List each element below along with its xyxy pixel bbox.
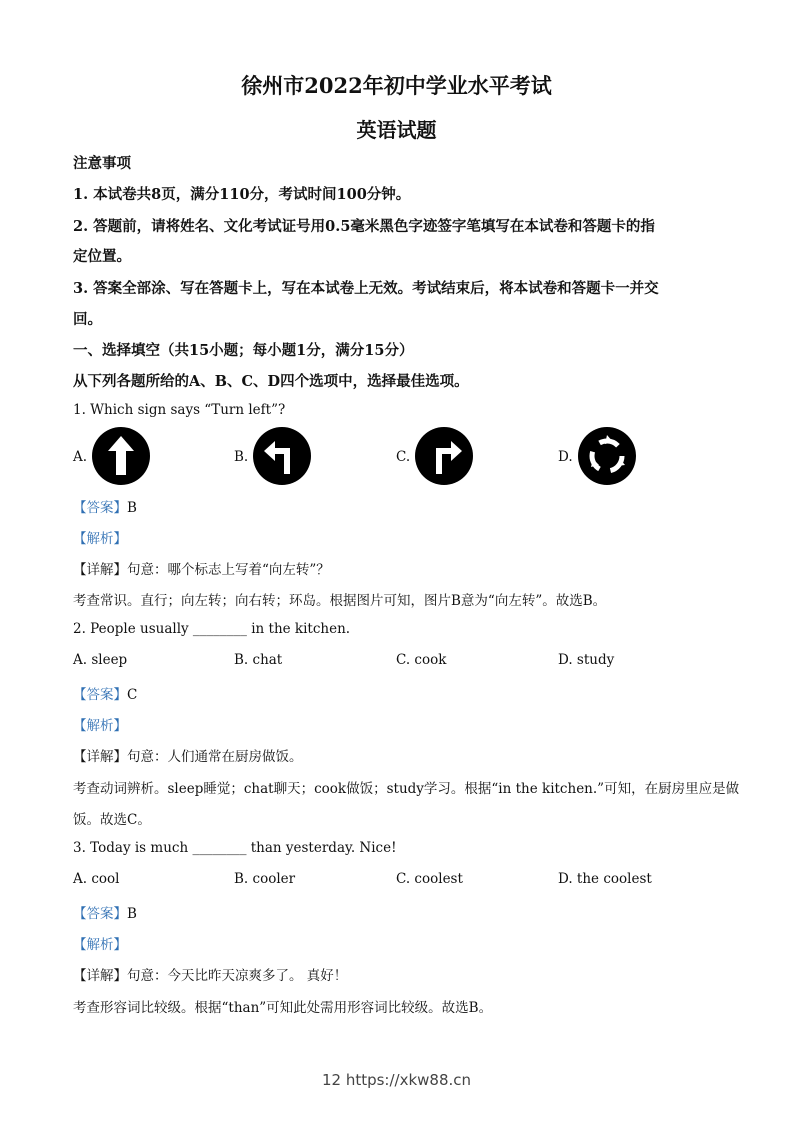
q1-detail xyxy=(73,558,330,578)
q1-stem: 1. Which sign says “Turn left”? xyxy=(73,402,286,418)
detail-tag: 【详解】 xyxy=(73,749,127,765)
turn-right-icon xyxy=(415,427,473,485)
q3-option-d: D. the coolest xyxy=(558,871,652,887)
q1-option-b-label: B. xyxy=(234,449,249,465)
notes-item-3-line-2: 回。 xyxy=(73,311,102,328)
notes-item-2-line-2: 定位置。 xyxy=(73,248,131,265)
notes-item-1: 1. 本试卷共8页，满分110分，考试时间100分钟。 xyxy=(73,186,411,203)
footer-url[interactable]: https://xkw88.cn xyxy=(345,1071,472,1089)
q1-option-c-label: C. xyxy=(396,449,411,465)
q3-option-a: A. cool xyxy=(73,871,120,887)
answer-tag: 【答案】 xyxy=(73,500,127,516)
q2-answer xyxy=(73,683,137,703)
exam-title: 徐州市2022年初中学业水平考试 xyxy=(241,73,552,98)
q2-option-c: C. cook xyxy=(396,652,447,668)
answer-tag: 【答案】 xyxy=(73,687,127,703)
detail-text: 句意：哪个标志上写着“向左转”？ xyxy=(127,562,330,578)
q3-option-c: C. coolest xyxy=(396,871,463,887)
q2-option-a: A. sleep xyxy=(73,652,128,668)
detail-text: 句意：人们通常在厨房做饭。 xyxy=(127,749,303,765)
turn-left-icon xyxy=(253,427,311,485)
q2-detail xyxy=(73,745,303,765)
answer-tag: 【答案】 xyxy=(73,906,127,922)
q2-explanation-line-1: 考查动词辨析。sleep睡觉；chat聊天；cook做饭；study学习。根据“in the kitchen.”可知，在厨房里应是做 xyxy=(73,781,740,797)
q2-analysis-tag: 【解析】 xyxy=(73,718,127,734)
q2-option-b: B. chat xyxy=(234,652,283,668)
notes-item-3-line-1: 3. 答案全部涂、写在答题卡上，写在本试卷上无效。考试结束后，将本试卷和答题卡一并交 xyxy=(73,280,659,297)
q2-stem: 2. People usually ________ in the kitchen. xyxy=(73,621,351,637)
q1-explanation: 考查常识。直行；向左转；向右转；环岛。根据图片可知，图片B意为“向左转”。故选B。 xyxy=(73,593,607,609)
q1-option-d-label: D. xyxy=(558,449,573,465)
section-instruction: 从下列各题所给的A、B、C、D四个选项中，选择最佳选项。 xyxy=(73,373,469,390)
page-number: 12 xyxy=(321,1071,342,1089)
q3-explanation: 考查形容词比较级。根据“than”可知此处需用形容词比较级。故选B。 xyxy=(73,1000,493,1016)
section-heading: 一、选择填空（共15小题；每小题1分，满分15分） xyxy=(73,342,414,359)
answer-value: B xyxy=(127,500,137,516)
exam-subtitle: 英语试题 xyxy=(356,118,437,142)
q3-option-b: B. cooler xyxy=(234,871,296,887)
q2-option-d: D. study xyxy=(558,652,615,668)
answer-value: B xyxy=(127,906,137,922)
notes-item-2-line-1: 2. 答题前，请将姓名、文化考试证号用0.5毫米黑色字迹签字笔填写在本试卷和答题卡的指 xyxy=(73,218,655,235)
q3-stem: 3. Today is much ________ than yesterday. Nice! xyxy=(73,840,397,856)
roundabout-icon xyxy=(578,427,636,485)
notes-heading: 注意事项 xyxy=(73,155,131,172)
q3-answer xyxy=(73,902,137,922)
arrow-up-icon xyxy=(92,427,150,485)
q1-answer xyxy=(73,496,137,516)
q1-analysis-tag: 【解析】 xyxy=(73,531,127,547)
q1-option-a-label: A. xyxy=(73,449,88,465)
detail-tag: 【详解】 xyxy=(73,968,127,984)
detail-text: 句意：今天比昨天凉爽多了。 真好！ xyxy=(127,968,348,984)
answer-value: C xyxy=(127,687,138,703)
page-footer xyxy=(0,1071,793,1089)
q3-detail xyxy=(73,964,347,984)
q2-explanation-line-2: 饭。故选C。 xyxy=(73,812,151,828)
detail-tag: 【详解】 xyxy=(73,562,127,578)
q3-analysis-tag: 【解析】 xyxy=(73,937,127,953)
